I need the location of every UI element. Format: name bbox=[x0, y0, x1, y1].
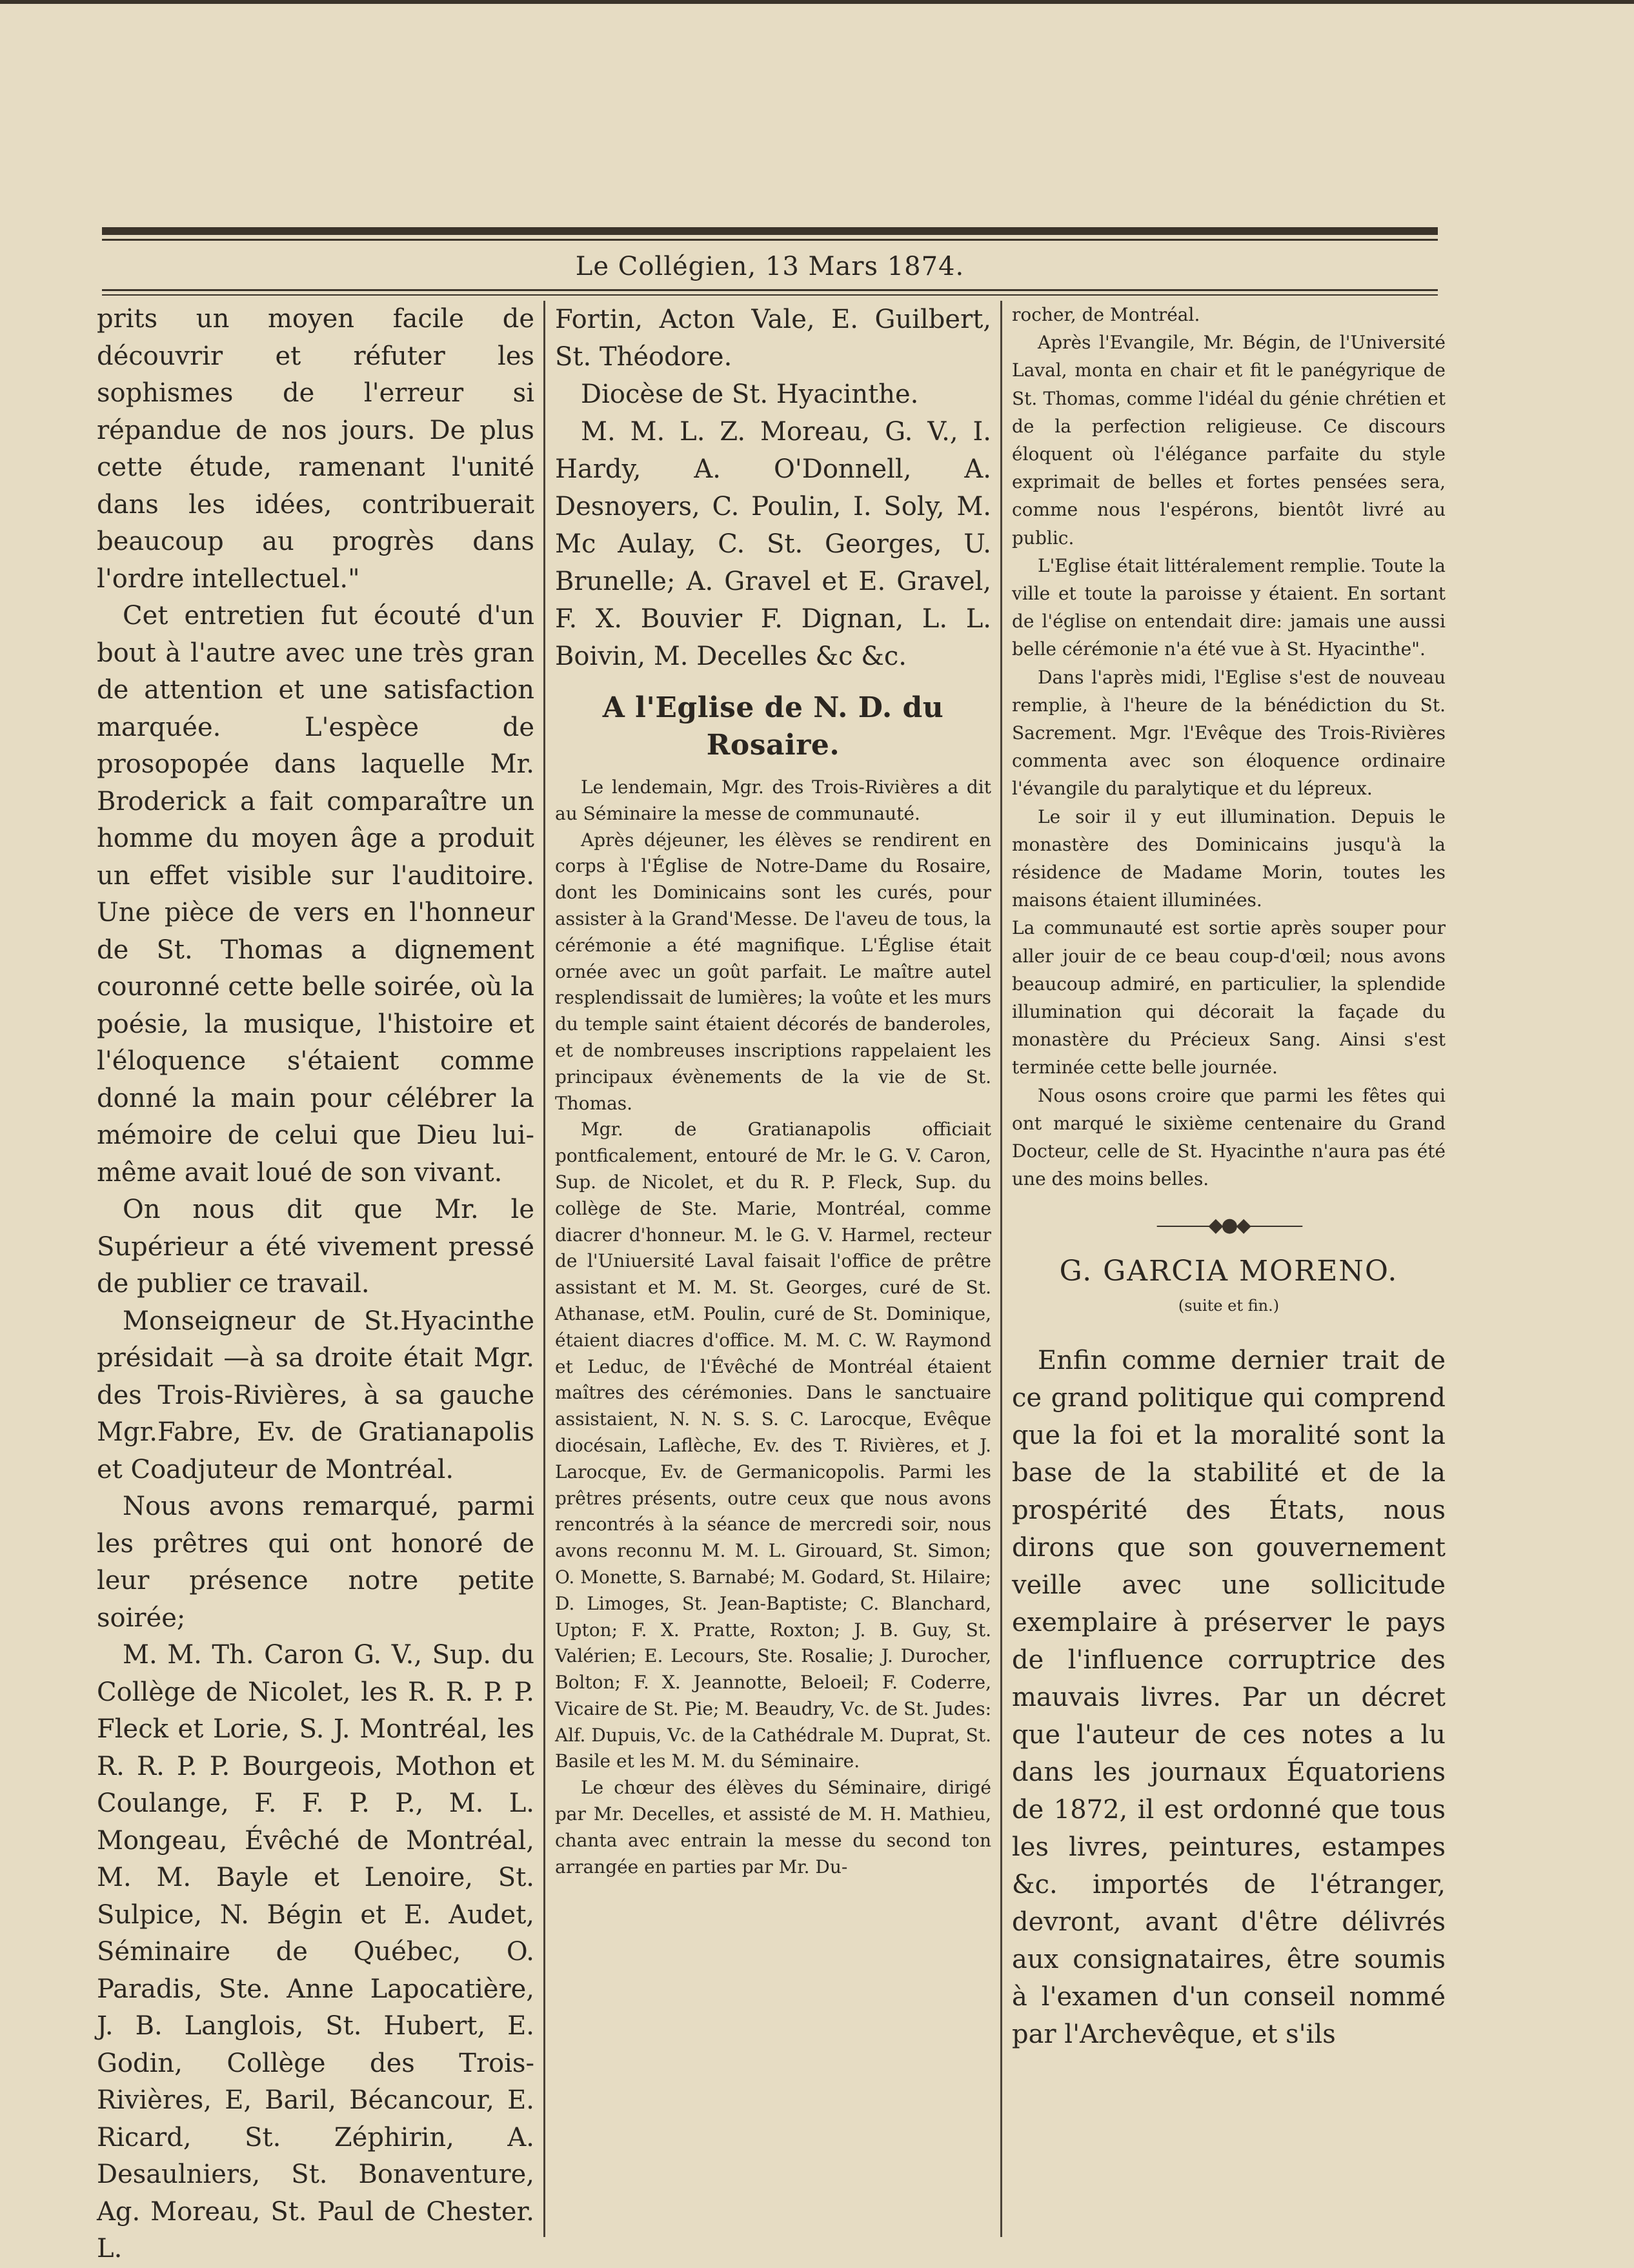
masthead-rule-2 bbox=[102, 294, 1438, 296]
paragraph: M. M. Th. Caron G. V., Sup. du Collège de Nicolet, les R. R. P. P. Fleck et Lorie, S. J. Montréal, les R. R. P. P. Bourgeois, Mothon et Coulange, F. F. P. P., M. L. Mongeau, Évêché de Montréal, M. M. Bayle et Lenoire, St. Sulpice, N. Bégin et E. Audet, Séminaire de Québec, O. Paradis, Ste. Anne Lapocatière, J. B. Langlois, St. Hubert, E. Godin, Collège des Trois-Rivières, E, Baril, Bécancour, E. Ricard, St. Zéphirin, A. Desaulniers, St. Bonaventure, Ag. Moreau, St. Paul de Chester. L. bbox=[97, 1640, 534, 2263]
paragraph: L'Eglise était littéralement remplie. Toute la ville et toute la paroisse y étaient. En sortant de l'église on entendait dire: jamais une aussi belle cérémonie n'a été vue à St. Hyacinthe". bbox=[1012, 554, 1446, 660]
paragraph: Fortin, Acton Vale, E. Guilbert, St. Théodore. bbox=[555, 305, 991, 372]
paragraph: Mgr. de Gratianapolis officiait pontficalement, entouré de Mr. le G. V. Caron, Sup. de Nicolet, et du R. P. Fleck, Sup. du collège de Ste. Marie, Montréal, comme diacrer d'honneur. M. le G. V. Harmel, recteur de l'Uniuersité Laval faisait l'office de prêtre assistant et M. M. St. Georges, curé de St. Athanase, etM. Poulin, curé de St. Dominique, étaient diacres d'office. M. M. C. W. Raymond et Leduc, de l'Évêché de Montréal étaient maîtres des cérémonies. Dans le sanctuaire assistaient, N. N. S. S. C. Larocque, Evêque diocésain, Laflèche, Ev. des T. Rivières, et J. Larocque, Ev. de Germanicopolis. Parmi les prêtres présents, outre ceux que nous avons rencontrés à la séance de mercredi soir, nous avons reconnu M. M. L. Girouard, St. Simon; O. Monette, S. Barnabé; M. Godard, St. Hilaire; D. Limoges, St. Jean-Baptiste; C. Blanchard, Upton; F. X. Pratte, Roxton; J. B. Guy, St. Valérien; E. Lecours, Ste. Rosalie; J. Durocher, Bolton; F. X. Jeannotte, Beloeil; F. Coderre, Vicaire de St. Pie; M. Beaudry, Vc. de St. Judes: Alf. Dupuis, Vc. de la Cathédrale M. Duprat, St. Basile et les M. M. du Séminaire. bbox=[555, 1119, 991, 1772]
column-rule-1 bbox=[543, 301, 545, 2237]
article-title: G. GARCIA MORENO. bbox=[1059, 1254, 1398, 1288]
paragraph: Cet entretien fut écouté d'un bout à l'autre avec une très gran de attention et une satisfaction marquée. L'espèce de prosopopée dans laquelle Mr. Broderick a fait comparaître un homme du moyen âge a produit un effet visible sur l'auditoire. Une pièce de vers en l'honneur de St. Thomas a dignement couronné cette belle soirée, où la poésie, la musique, l'histoire et l'éloquence s'étaient comme donné la main pour célébrer la mémoire de celui que Dieu lui-même avait loué de son vivant. bbox=[97, 601, 534, 1188]
paragraph: Après déjeuner, les élèves se rendirent en corps à l'Église de Notre-Dame du Rosaire, dont les Dominicains sont les curés, pour assister à la Grand'Messe. De l'aveu de tous, la cérémonie a été magnifique. L'Église était ornée avec un goût parfait. Le maître autel resplendissait de lumières; la voûte et les murs du temple saint étaient décorés de banderoles, et de nombreuses inscriptions rappelaient les principaux évènements de la vie de St. Thomas. bbox=[555, 829, 991, 1114]
paragraph: La communauté est sortie après souper pour aller jouir de ce beau coup-d'œil; nous avons beaucoup admiré, en particulier, la splendide illumination qui décorait la façade du monastère du Précieux Sang. Ainsi s'est terminée cette belle journée. bbox=[1012, 917, 1446, 1078]
paragraph: Nous avons remarqué, parmi les prêtres qui ont honoré de leur présence notre petite soirée; bbox=[97, 1492, 534, 1633]
section-body bbox=[555, 775, 991, 1880]
ornament-divider: ———◆●◆——— bbox=[1156, 1213, 1302, 1237]
column-rule-2 bbox=[1000, 301, 1002, 2237]
column-1 bbox=[97, 301, 534, 2263]
paragraph: Le chœur des élèves du Séminaire, dirigé par Mr. Decelles, et assisté de M. H. Mathieu, chanta avec entrain la messe du second ton arrangée en parties par Mr. Du- bbox=[555, 1777, 991, 1878]
column-3 bbox=[1012, 301, 1446, 2237]
masthead: Le Collégien, 13 Mars 1874. bbox=[575, 252, 965, 281]
column-2 bbox=[555, 301, 991, 2237]
paragraph: M. M. L. Z. Moreau, G. V., I. Hardy, A. O'Donnell, A. Desnoyers, C. Poulin, I. Soly, M. Mc Aulay, C. St. Georges, U. Brunelle; A. Gravel et E. Gravel, F. X. Bouvier F. Dignan, L. L. Boivin, M. Decelles &c &c. bbox=[555, 417, 991, 671]
paragraph: Le lendemain, Mgr. des Trois-Rivières a dit au Séminaire la messe de communauté. bbox=[555, 776, 991, 824]
top-border bbox=[0, 0, 1634, 4]
header-rule-thick bbox=[102, 227, 1438, 235]
paragraph: prits un moyen facile de découvrir et réfuter les sophismes de l'erreur si répandue de nos jours. De plus cette étude, ramenant l'unité dans les idées, contribuerait beaucoup au progrès dans l'ordre intellectuel." bbox=[97, 304, 534, 594]
paragraph: On nous dit que Mr. le Supérieur a été vivement pressé de publier ce travail. bbox=[97, 1195, 534, 1299]
paragraph: Dans l'après midi, l'Eglise s'est de nouveau remplie, à l'heure de la bénédiction du St. Sacrement. Mgr. l'Evêque des Trois-Rivières commenta avec son éloquence ordinaire l'évangile du paralytique et du lépreux. bbox=[1012, 666, 1446, 800]
masthead-rule bbox=[102, 289, 1438, 291]
paragraph: Nous osons croire que parmi les fêtes qui ont marqué le sixième centenaire du Grand Docteur, celle de St. Hyacinthe n'aura pas été une des moins belles. bbox=[1012, 1084, 1446, 1190]
article-subtitle: (suite et fin.) bbox=[1178, 1296, 1280, 1315]
section-title: A l'Eglise de N. D. du Rosaire. bbox=[602, 691, 944, 762]
diocese-heading: Diocèse de St. Hyacinthe. bbox=[581, 380, 919, 409]
paragraph: Monseigneur de St.Hyacinthe présidait —à sa droite était Mgr. des Trois-Rivières, à sa gauche Mgr.Fabre, Ev. de Gratianapolis et Coadjuteur de Montréal. bbox=[97, 1306, 534, 1484]
paragraph: Le soir il y eut illumination. Depuis le monastère des Dominicains jusqu'à la résidence de Madame Morin, toutes les maisons étaient illuminées. bbox=[1012, 805, 1446, 911]
paragraph: rocher, de Montréal. bbox=[1012, 304, 1200, 325]
header-rule-thin bbox=[102, 239, 1438, 241]
article-body: Enfin comme dernier trait de ce grand politique qui comprend que la foi et la moralité sont la base de la stabilité et de la prospérité des États, nous dirons que son gouvernement veille avec une sollicitude exemplaire à préserver le pays de l'influence corruptrice des mauvais livres. Par un décret que l'auteur de ces notes a lu dans les journaux Équatoriens de 1872, il est ordonné que tous les livres, peintures, estampes &c. importés de l'étranger, devront, avant d'être délivrés aux consignataires, être soumis à l'examen d'un conseil nommé par l'Archevêque, et s'ils bbox=[1012, 1345, 1446, 2049]
paragraph: Après l'Evangile, Mr. Bégin, de l'Université Laval, monta en chair et fit le panégyrique de St. Thomas, comme l'idéal du génie chrétien et de la perfection religieuse. Ce discours éloquent où l'élégance parfaite du style exprimait de belles et fortes pensées sera, comme nous l'espérons, bientôt livré au public. bbox=[1012, 332, 1446, 549]
